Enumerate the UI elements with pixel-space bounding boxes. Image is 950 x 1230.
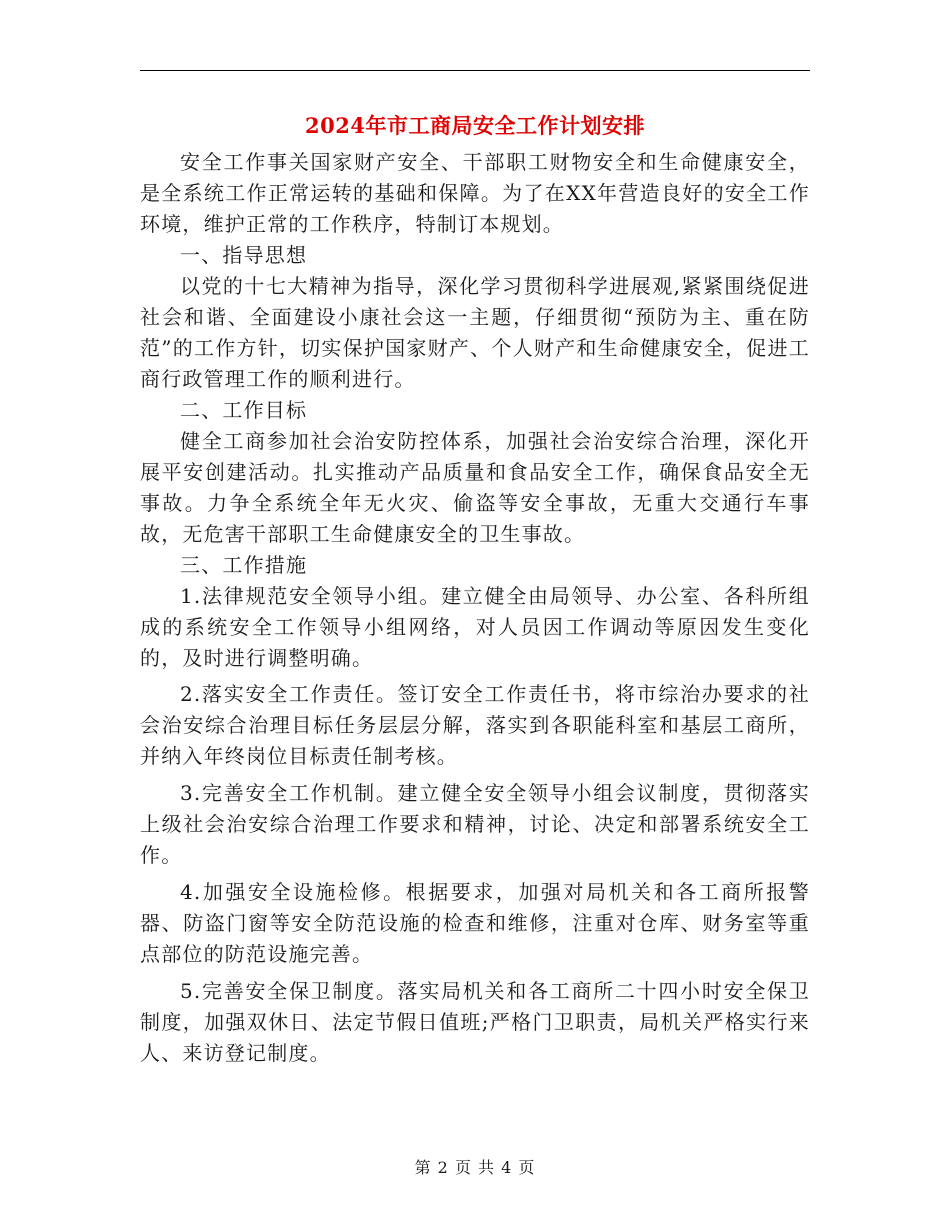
intro-paragraph: 安全工作事关国家财产安全、干部职工财物安全和生命健康安全，是全系统工作正常运转的基础和保障。为了在XX年营造良好的安全工作环境，维护正常的工作秩序，特制订本规划。 [140, 150, 810, 236]
header-rule [140, 70, 810, 71]
measure-item-3: 3.完善安全工作机制。建立健全安全领导小组会议制度，贯彻落实上级社会治安综合治理工作要求和精神，讨论、决定和部署系统安全工作。 [140, 781, 810, 867]
work-goals-paragraph: 健全工商参加社会治安防控体系，加强社会治安综合治理，深化开展平安创建活动。扎实推动产品质量和食品安全工作，确保食品安全无事故。力争全系统全年无火灾、偷盗等安全事故，无重大交通行车事故，无危害干部职工生命健康安全的卫生事故。 [140, 429, 810, 546]
section-heading-guiding-thought: 一、指导思想 [180, 243, 308, 267]
guiding-thought-paragraph: 以党的十七大精神为指导，深化学习贯彻科学进展观,紧紧围绕促进社会和谐、全面建设小康社会这一主题，仔细贯彻“预防为主、重在防范”的工作方针，切实保护国家财产、个人财产和生命健康安全，促进工商行政管理工作的顺利进行。 [140, 274, 810, 391]
document-title: 2024年市工商局安全工作计划安排 [305, 113, 645, 138]
measure-item-2: 2.落实安全工作责任。签订安全工作责任书，将市综治办要求的社会治安综合治理目标任务层层分解，落实到各职能科室和基层工商所，并纳入年终岗位目标责任制考核。 [140, 682, 810, 768]
section-heading-work-measures: 三、工作措施 [180, 553, 308, 577]
measure-item-5: 5.完善安全保卫制度。落实局机关和各工商所二十四小时安全保卫制度，加强双休日、法定节假日值班;严格门卫职责，局机关严格实行来人、来访登记制度。 [140, 979, 810, 1065]
measure-item-1: 1.法律规范安全领导小组。建立健全由局领导、办公室、各科所组成的系统安全工作领导小组网络，对人员因工作调动等原因发生变化的，及时进行调整明确。 [140, 584, 810, 670]
measure-item-4: 4.加强安全设施检修。根据要求，加强对局机关和各工商所报警器、防盗门窗等安全防范设施的检查和维修，注重对仓库、财务室等重点部位的防范设施完善。 [140, 880, 810, 966]
document-body [140, 147, 810, 1069]
section-heading-work-goals: 二、工作目标 [180, 398, 308, 422]
page-number-footer: 第 2 页 共 4 页 [414, 1158, 536, 1177]
